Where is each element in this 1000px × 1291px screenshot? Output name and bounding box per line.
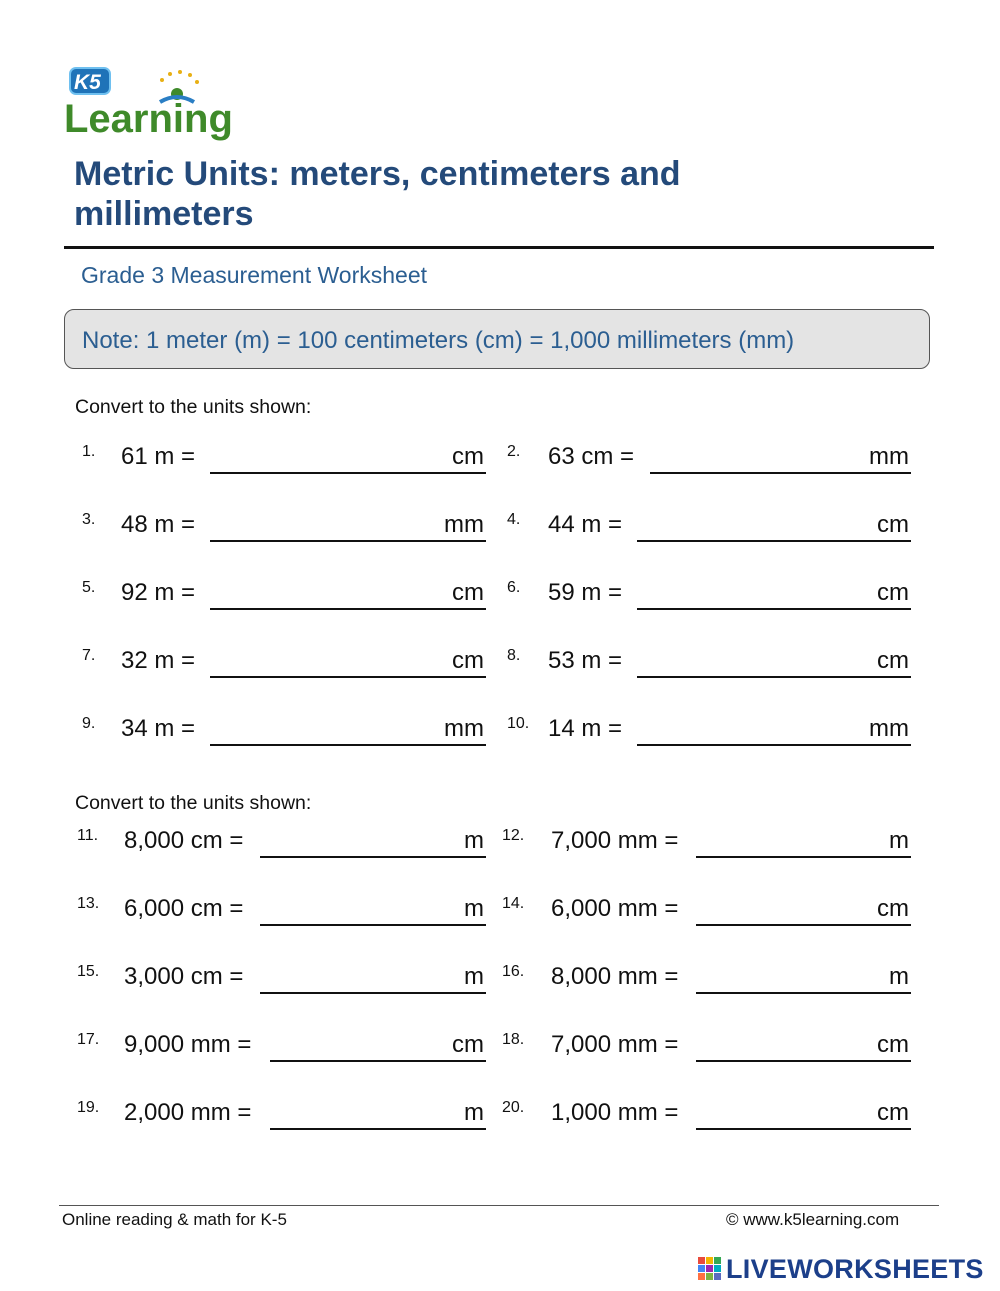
answer-blank[interactable]: [696, 1060, 911, 1062]
section-1-instruction: Convert to the units shown:: [75, 396, 312, 418]
target-unit: mm: [869, 715, 909, 742]
problem-number: 13.: [77, 895, 100, 912]
target-unit: cm: [877, 1031, 909, 1058]
answer-blank[interactable]: [696, 856, 911, 858]
worksheet-subtitle: Grade 3 Measurement Worksheet: [81, 262, 428, 288]
target-unit: cm: [877, 895, 909, 922]
problem-expression: 63 cm =: [548, 443, 635, 470]
answer-blank[interactable]: [260, 992, 486, 994]
footer-tagline: Online reading & math for K-5: [62, 1210, 287, 1229]
section-2-instruction: Convert to the units shown:: [75, 792, 312, 814]
target-unit: cm: [877, 1099, 909, 1126]
problem-expression: 61 m =: [121, 443, 196, 470]
note-box: [64, 309, 930, 369]
problem-expression: 7,000 mm =: [551, 1031, 679, 1058]
target-unit: cm: [452, 1031, 484, 1058]
answer-blank[interactable]: [210, 744, 486, 746]
target-unit: m: [889, 963, 909, 990]
problem-number: 8.: [507, 647, 521, 664]
svg-text:K5: K5: [74, 71, 101, 94]
target-unit: m: [464, 895, 484, 922]
problem-number: 5.: [82, 579, 96, 596]
problem-number: 3.: [82, 511, 96, 528]
problem-expression: 32 m =: [121, 647, 196, 674]
problem-number: 4.: [507, 511, 521, 528]
target-unit: cm: [452, 647, 484, 674]
problem-expression: 59 m =: [548, 579, 623, 606]
answer-blank[interactable]: [637, 744, 911, 746]
answer-blank[interactable]: [270, 1060, 486, 1062]
target-unit: mm: [444, 715, 484, 742]
target-unit: m: [464, 963, 484, 990]
note-text: Note: 1 meter (m) = 100 centimeters (cm) = 1,000 millimeters (mm): [82, 327, 795, 354]
problem-expression: 6,000 cm =: [124, 895, 244, 922]
problem-expression: 8,000 mm =: [551, 963, 679, 990]
problem-number: 10.: [507, 715, 530, 732]
answer-blank[interactable]: [637, 676, 911, 678]
problem-number: 1.: [82, 443, 96, 460]
problem-expression: 92 m =: [121, 579, 196, 606]
target-unit: m: [889, 827, 909, 854]
problem-number: 6.: [507, 579, 521, 596]
answer-blank[interactable]: [637, 540, 911, 542]
problem-number: 12.: [502, 827, 525, 844]
problem-expression: 6,000 mm =: [551, 895, 679, 922]
target-unit: m: [464, 1099, 484, 1126]
target-unit: cm: [452, 443, 484, 470]
title-divider: [64, 246, 934, 249]
page-title: Metric Units: meters, centimeters and millimeters: [74, 155, 681, 233]
problem-number: 19.: [77, 1099, 100, 1116]
problem-number: 15.: [77, 963, 100, 980]
problem-number: 14.: [502, 895, 525, 912]
svg-text:Learning: Learning: [64, 97, 233, 141]
problem-expression: 44 m =: [548, 511, 623, 538]
target-unit: cm: [452, 579, 484, 606]
answer-blank[interactable]: [696, 924, 911, 926]
target-unit: cm: [877, 511, 909, 538]
problem-expression: 2,000 mm =: [124, 1099, 252, 1126]
problem-expression: 7,000 mm =: [551, 827, 679, 854]
answer-blank[interactable]: [210, 608, 486, 610]
answer-blank[interactable]: [210, 540, 486, 542]
problem-expression: 48 m =: [121, 511, 196, 538]
answer-blank[interactable]: [637, 608, 911, 610]
problem-number: 17.: [77, 1031, 100, 1048]
problem-expression: 3,000 cm =: [124, 963, 244, 990]
answer-blank[interactable]: [260, 856, 486, 858]
problem-number: 9.: [82, 715, 96, 732]
liveworksheets-wordmark: LIVEWORKSHEETS: [726, 1254, 984, 1284]
answer-blank[interactable]: [696, 1128, 911, 1130]
problem-expression: 53 m =: [548, 647, 623, 674]
target-unit: mm: [444, 511, 484, 538]
answer-blank[interactable]: [210, 676, 486, 678]
answer-blank[interactable]: [210, 472, 486, 474]
footer-copyright: © www.k5learning.com: [726, 1210, 900, 1229]
problem-number: 18.: [502, 1031, 525, 1048]
problem-expression: 9,000 mm =: [124, 1031, 252, 1058]
problem-number: 11.: [77, 827, 99, 844]
problem-number: 20.: [502, 1099, 525, 1116]
target-unit: cm: [877, 647, 909, 674]
answer-blank[interactable]: [270, 1128, 486, 1130]
problem-expression: 34 m =: [121, 715, 196, 742]
problem-number: 16.: [502, 963, 525, 980]
target-unit: cm: [877, 579, 909, 606]
problem-expression: 14 m =: [548, 715, 623, 742]
problem-number: 2.: [507, 443, 521, 460]
k5-learning-logo: [62, 62, 247, 144]
problem-number: 7.: [82, 647, 96, 664]
problem-expression: 8,000 cm =: [124, 827, 244, 854]
answer-blank[interactable]: [260, 924, 486, 926]
target-unit: mm: [869, 443, 909, 470]
answer-blank[interactable]: [696, 992, 911, 994]
footer-divider: [59, 1205, 939, 1206]
liveworksheets-icon: [698, 1257, 722, 1281]
target-unit: m: [464, 827, 484, 854]
answer-blank[interactable]: [650, 472, 911, 474]
problem-expression: 1,000 mm =: [551, 1099, 679, 1126]
